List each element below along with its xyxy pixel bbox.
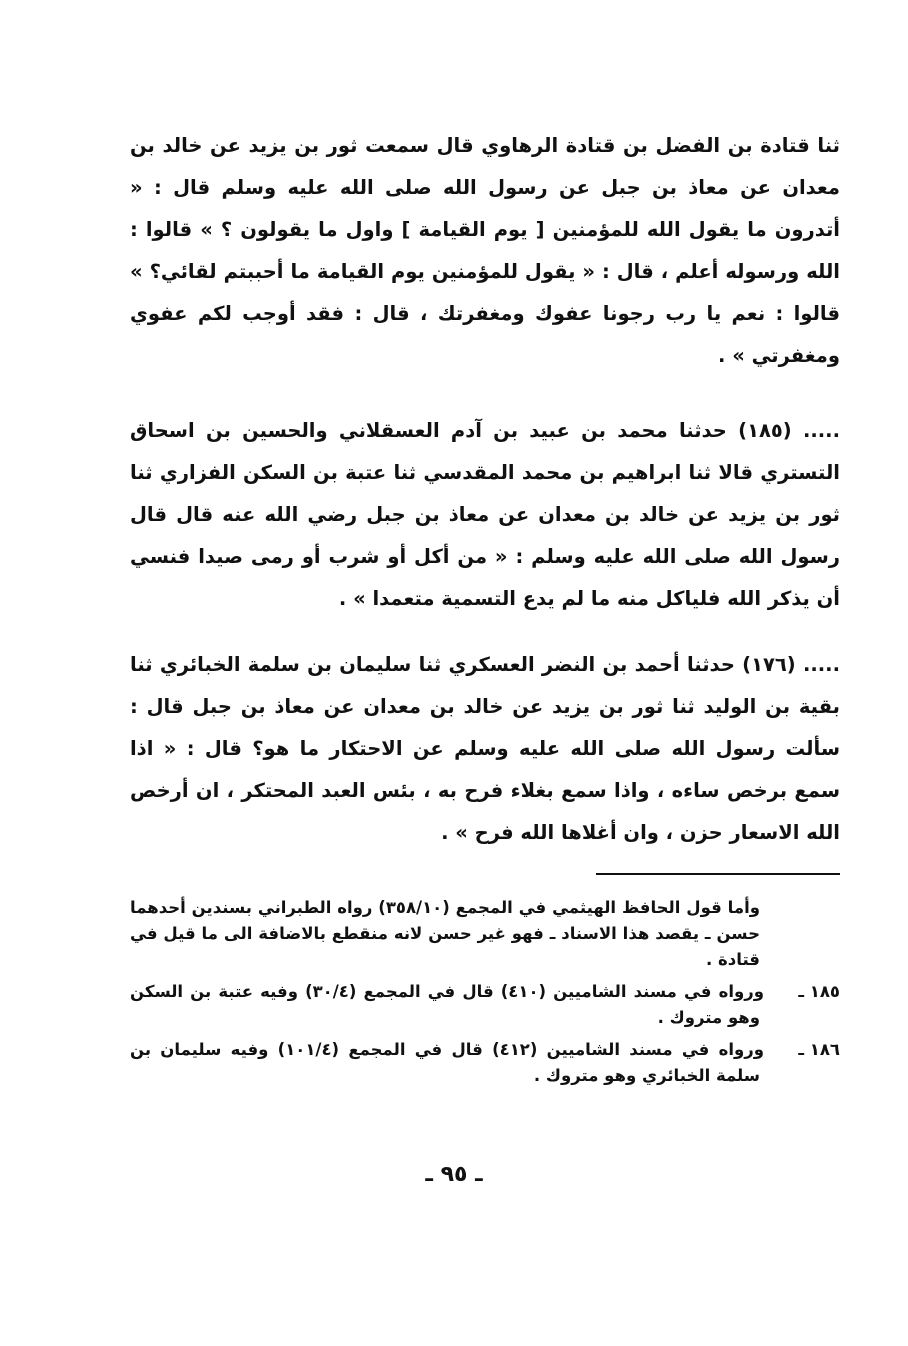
footnote-186 — [130, 1037, 840, 1089]
footnote-text: ورواه في مسند الشاميين (٤١٢) قال في المجمع (١٠١/٤) وفيه سليمان بن سلمة الخبائري وهو متروك . — [130, 1040, 764, 1085]
footnote-185 — [130, 979, 840, 1031]
page-number: ـ ٩٥ ـ — [425, 1162, 483, 1187]
footnote-text: ورواه في مسند الشاميين (٤١٠) قال في المجمع (٣٠/٤) وفيه عتبة بن السكن وهو متروك . — [130, 982, 764, 1027]
footnotes — [130, 895, 840, 1095]
footnote-separator — [596, 873, 840, 875]
hadith-paragraph-1: ثنا قتادة بن الفضل بن قتادة الرهاوي قال سمعت ثور بن يزيد عن خالد بن معدان عن معاذ بن جبل عن رسول الله صلى الله عليه وسلم قال : « أتدرون ما يقول الله للمؤمنين [ يوم القيامة ] واول ما يقولون ؟ » قالوا : الله ورسوله أعلم ، قال : « يقول للمؤمنين يوم القيامة ما أحببتم لقائي؟ » قالوا : نعم يا رب رجونا عفوك ومغفرتك ، قال : فقد أوجب لكم عفوي ومغفرتي » . — [130, 134, 840, 367]
footnote-number: ١٨٦ ـ — [798, 1040, 840, 1059]
footnote-continuation — [130, 895, 840, 973]
footnote-number: ١٨٥ ـ — [798, 982, 840, 1001]
hadith-paragraph-185: ..... (١٨٥) حدثنا محمد بن عبيد بن آدم العسقلاني والحسين بن اسحاق التستري قالا ثنا ابراهيم بن محمد المقدسي ثنا عتبة بن السكن الفزاري ثنا ثور بن يزيد عن خالد بن معدان عن معاذ بن جبل رضي الله عنه قال قال رسول الله صلى الله عليه وسلم : « من أكل أو شرب أو رمى صيدا فنسي أن يذكر الله فلياكل منه ما لم يدع التسمية متعمدا » . — [130, 419, 841, 610]
footnote-text: وأما قول الحافظ الهيثمي في المجمع (٣٥٨/١٠) رواه الطبراني بسندين أحدهما حسن ـ يقصد هذا الاسناد ـ فهو غير حسن لانه منقطع بالاضافة الى ما قيل في قتادة . — [130, 898, 760, 969]
hadith-paragraph-176: ..... (١٧٦) حدثنا أحمد بن النضر العسكري ثنا سليمان بن سلمة الخبائري ثنا بقية بن الوليد ثنا ثور بن يزيد عن خالد بن معدان عن معاذ بن جبل قال : سألت رسول الله صلى الله عليه وسلم عن الاحتكار ما هو؟ قال : « اذا سمع برخص ساءه ، واذا سمع بغلاء فرح به ، بئس العبد المحتكر ، ان أرخص الله الاسعار حزن ، وان أغلاها الله فرح » . — [130, 653, 840, 844]
